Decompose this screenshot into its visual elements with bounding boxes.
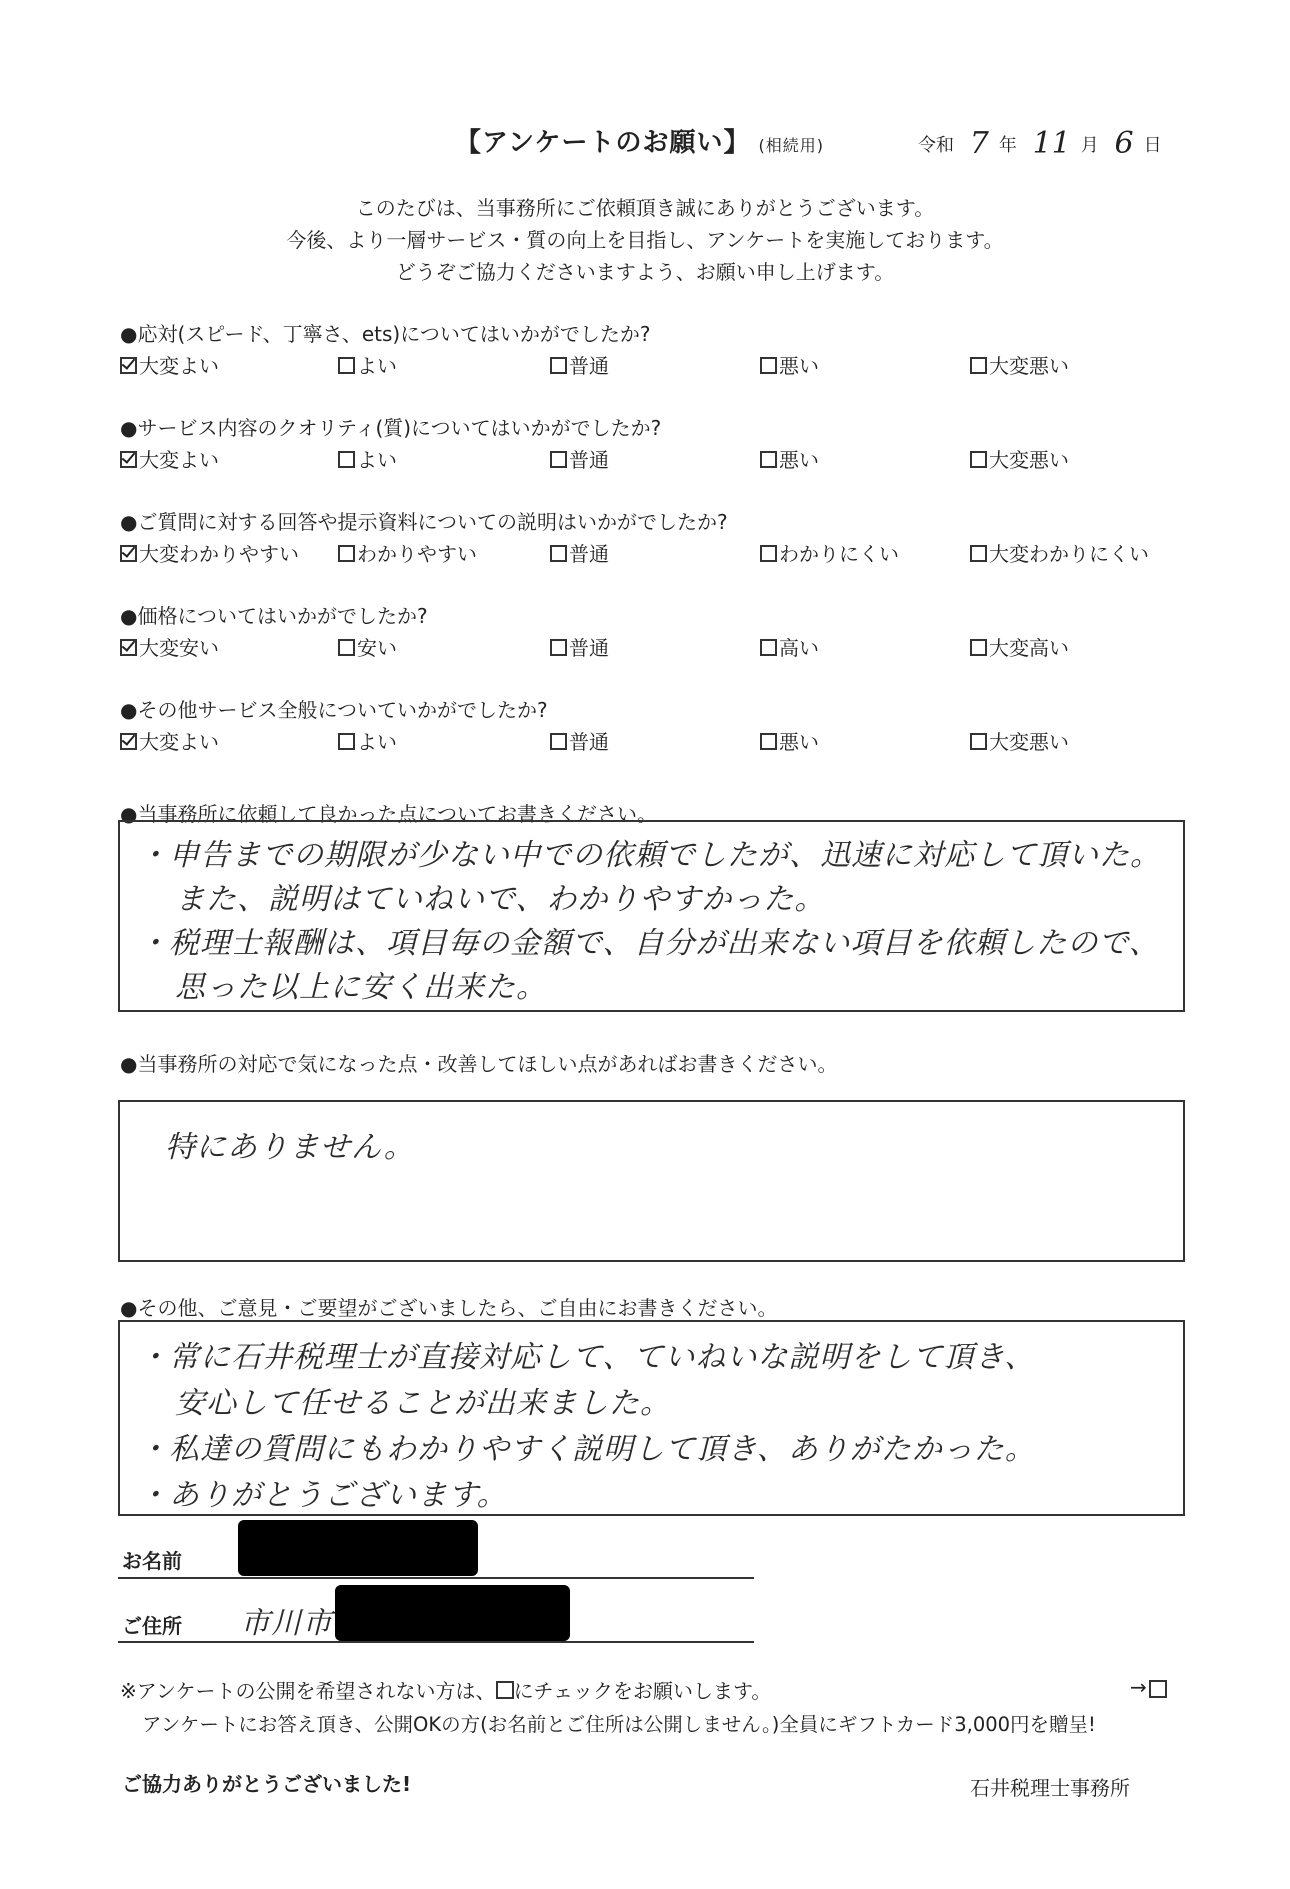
opt-out-control <box>1130 1675 1167 1699</box>
gift-note: アンケートにお答え頂き、公開OKの方(お名前とご住所は公開しません。)全員にギフトカード3,000円を贈呈! <box>142 1713 1096 1736</box>
thanks-text: ご協力ありがとうございました! <box>122 1772 412 1796</box>
rating-option[interactable] <box>760 444 819 473</box>
other-line: ・ありがとうございます。 <box>138 1478 508 1513</box>
rating-option[interactable] <box>120 444 219 473</box>
checkbox[interactable] <box>760 733 777 750</box>
intro-line: どうぞご協力くださいますよう、お願い申し上げます。 <box>395 260 895 284</box>
address-label: ご住所 <box>122 1614 182 1638</box>
checkbox[interactable] <box>550 545 567 562</box>
rating-option-label: 大変高い <box>989 636 1069 660</box>
date-day-unit: 日 <box>1143 135 1162 156</box>
rating-option-label: 悪い <box>779 354 819 378</box>
opt-out-note: ※アンケートの公開を希望されない方は、 にチェックをお願いします。 <box>120 1679 772 1703</box>
rating-option[interactable] <box>338 632 397 661</box>
checkbox[interactable] <box>338 639 355 656</box>
checkbox[interactable] <box>338 357 355 374</box>
date-era: 令和 <box>918 135 954 156</box>
checkbox[interactable] <box>970 545 987 562</box>
date-month-unit: 月 <box>1080 135 1099 156</box>
options-5 <box>120 726 1180 754</box>
opt-out-checkbox[interactable] <box>1149 1680 1167 1698</box>
other-line: ・私達の質問にもわかりやすく説明して頂き、ありがたかった。 <box>138 1432 1036 1467</box>
rating-option[interactable] <box>970 444 1069 473</box>
rating-option[interactable] <box>760 726 819 755</box>
other-heading: ●その他、ご意見・ご要望がございましたら、ご自由にお書きください。 <box>120 1296 778 1320</box>
other-box[interactable] <box>118 1320 1185 1516</box>
date-year: 7 <box>969 126 989 161</box>
rating-option[interactable] <box>338 350 397 379</box>
good-points-line: ・申告までの期限が少ない中での依頼でしたが、迅速に対応して頂いた。 <box>138 838 1161 873</box>
options-4 <box>120 632 1180 660</box>
checkbox[interactable] <box>970 639 987 656</box>
checked-checkbox[interactable] <box>120 639 137 656</box>
rating-option[interactable] <box>760 350 819 379</box>
rating-option[interactable] <box>120 726 219 755</box>
checkbox[interactable] <box>550 639 567 656</box>
address-value: 市川市 <box>240 1606 333 1641</box>
other-line: 安心して任せることが出来ました。 <box>175 1386 671 1421</box>
checkbox[interactable] <box>760 545 777 562</box>
question-5: ●その他サービス全般についていかがでしたか? <box>120 698 548 722</box>
rating-option-label: 大変悪い <box>989 354 1069 378</box>
rating-option[interactable] <box>760 632 819 661</box>
rating-option-label: 大変よい <box>139 354 219 378</box>
checked-checkbox[interactable] <box>120 545 137 562</box>
rating-option[interactable] <box>338 444 397 473</box>
checkbox[interactable] <box>970 451 987 468</box>
rating-option[interactable] <box>760 538 899 567</box>
options-2 <box>120 444 1180 472</box>
checkbox[interactable] <box>760 357 777 374</box>
rating-option[interactable] <box>120 632 219 661</box>
good-points-heading: ●当事務所に依頼して良かった点についてお書きください。 <box>120 802 658 826</box>
rating-option[interactable] <box>338 726 397 755</box>
other-line: ・常に石井税理士が直接対応して、ていねいな説明をして頂き、 <box>138 1340 1036 1375</box>
survey-date <box>918 124 1162 159</box>
rating-option[interactable] <box>970 350 1069 379</box>
name-label: お名前 <box>122 1549 182 1573</box>
rating-option-label: 大変悪い <box>989 448 1069 472</box>
name-underline <box>118 1577 754 1579</box>
question-1: ●応対(スピード、丁寧さ、ets)についてはいかがでしたか? <box>120 322 651 346</box>
good-points-line: また、説明はていねいで、わかりやすかった。 <box>175 882 826 917</box>
checkbox[interactable] <box>338 545 355 562</box>
date-year-unit: 年 <box>998 135 1017 156</box>
rating-option-label: 大変よい <box>139 448 219 472</box>
intro-line: 今後、より一層サービス・質の向上を目指し、アンケートを実施しております。 <box>286 228 1004 252</box>
rating-option-label: 大変安い <box>139 636 219 660</box>
rating-option-label: 大変悪い <box>989 730 1069 754</box>
rating-option-label: 普通 <box>569 542 609 566</box>
checkbox[interactable] <box>760 639 777 656</box>
rating-option-label: 普通 <box>569 354 609 378</box>
name-redaction <box>238 1520 478 1576</box>
rating-option[interactable] <box>338 538 477 567</box>
checkbox[interactable] <box>550 733 567 750</box>
rating-option-label: よい <box>357 448 397 472</box>
rating-option-label: 普通 <box>569 636 609 660</box>
checkbox[interactable] <box>760 451 777 468</box>
intro-line: このたびは、当事務所にご依頼頂き誠にありがとうございます。 <box>355 196 935 220</box>
rating-option[interactable] <box>550 538 609 567</box>
rating-option[interactable] <box>120 538 299 567</box>
opt-out-box-sample <box>496 1681 514 1699</box>
rating-option-label: 大変わかりやすい <box>139 542 299 566</box>
rating-option-label: 普通 <box>569 448 609 472</box>
good-points-line: ・税理士報酬は、項目毎の金額で、自分が出来ない項目を依頼したので、 <box>138 926 1160 961</box>
checked-checkbox[interactable] <box>120 451 137 468</box>
rating-option-label: 悪い <box>779 730 819 754</box>
checkbox[interactable] <box>550 357 567 374</box>
office-name: 石井税理士事務所 <box>970 1776 1130 1800</box>
rating-option[interactable] <box>550 726 609 755</box>
date-month: 11 <box>1032 126 1071 161</box>
checkbox[interactable] <box>338 451 355 468</box>
rating-option[interactable] <box>120 350 219 379</box>
rating-option-label: よい <box>357 354 397 378</box>
rating-option[interactable] <box>970 726 1069 755</box>
rating-option-label: 悪い <box>779 448 819 472</box>
intro-text <box>0 192 1290 288</box>
survey-title: 【アンケートのお願い】 (相続用) <box>455 128 824 158</box>
checkbox[interactable] <box>970 733 987 750</box>
rating-option[interactable] <box>550 632 609 661</box>
rating-option-label: 大変わかりにくい <box>989 542 1149 566</box>
question-3: ●ご質問に対する回答や提示資料についての説明はいかがでしたか? <box>120 510 728 534</box>
date-day: 6 <box>1114 126 1134 161</box>
options-3 <box>120 538 1180 566</box>
checkbox[interactable] <box>550 451 567 468</box>
rating-option-label: 高い <box>779 636 819 660</box>
checked-checkbox[interactable] <box>120 357 137 374</box>
rating-option[interactable] <box>970 632 1069 661</box>
checkbox[interactable] <box>338 733 355 750</box>
improvements-heading: ●当事務所の対応で気になった点・改善してほしい点があればお書きください。 <box>120 1052 838 1076</box>
rating-option-label: わかりにくい <box>779 542 899 566</box>
arrow-icon: → <box>1130 1675 1147 1699</box>
improvements-box[interactable] <box>118 1100 1185 1262</box>
checkbox[interactable] <box>970 357 987 374</box>
survey-subtitle: (相続用) <box>758 136 824 155</box>
rating-option[interactable] <box>550 350 609 379</box>
address-redaction <box>335 1585 570 1641</box>
rating-option-label: よい <box>357 730 397 754</box>
rating-option[interactable] <box>970 538 1149 567</box>
good-points-box[interactable] <box>118 820 1185 1012</box>
rating-option-label: わかりやすい <box>357 542 477 566</box>
checked-checkbox[interactable] <box>120 733 137 750</box>
address-underline <box>118 1641 754 1643</box>
question-4: ●価格についてはいかがでしたか? <box>120 604 428 628</box>
options-1 <box>120 350 1180 378</box>
improvements-line: 特にありません。 <box>165 1130 415 1165</box>
good-points-line: 思った以上に安く出来た。 <box>175 970 547 1005</box>
rating-option-label: 安い <box>357 636 397 660</box>
rating-option-label: 普通 <box>569 730 609 754</box>
rating-option[interactable] <box>550 444 609 473</box>
rating-option-label: 大変よい <box>139 730 219 754</box>
question-2: ●サービス内容のクオリティ(質)についてはいかがでしたか? <box>120 416 662 440</box>
